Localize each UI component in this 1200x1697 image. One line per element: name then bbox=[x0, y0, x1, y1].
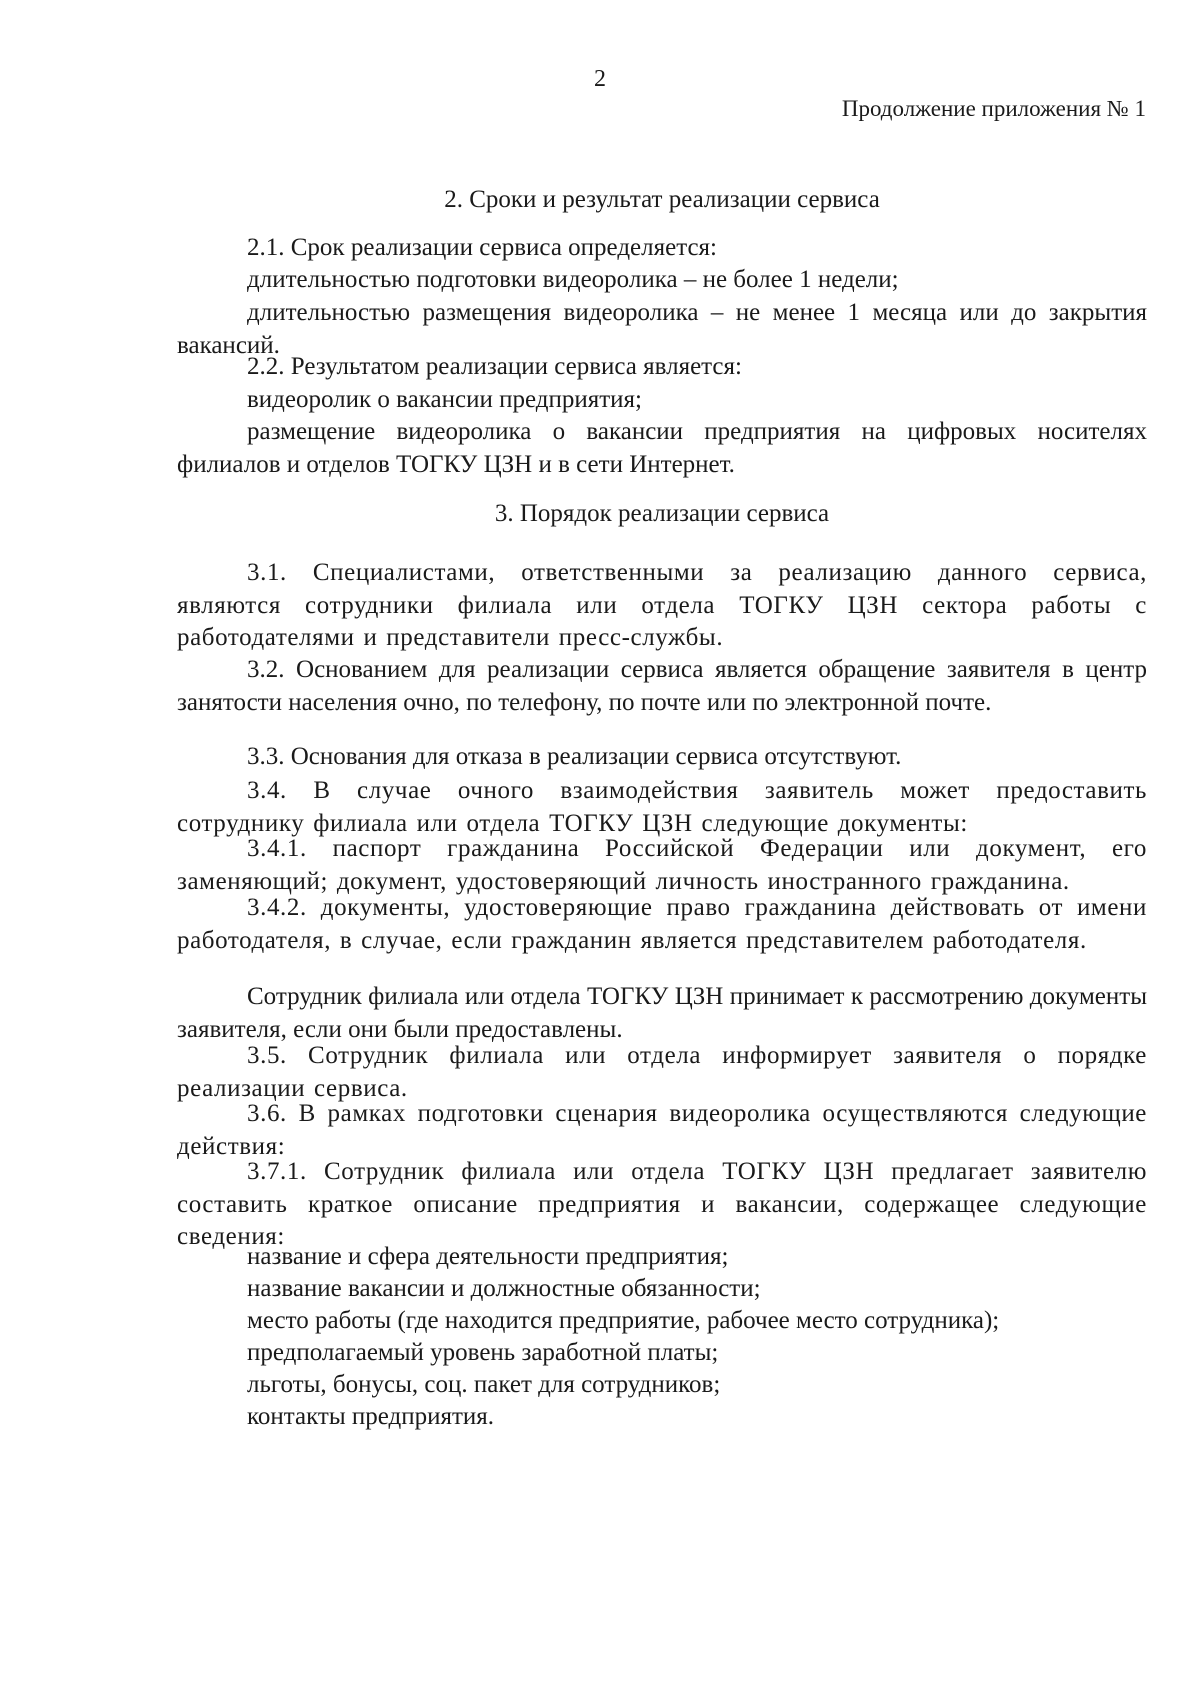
paragraph-employee-accepts: Сотрудник филиала или отдела ТОГКУ ЦЗН принимает к рассмотрению документы заявителя, если они были предоставлены. bbox=[177, 983, 1147, 1043]
paragraph-3-3: 3.3. Основания для отказа в реализации сервиса отсутствуют. bbox=[247, 743, 902, 770]
paragraph-3-4: 3.4. В случае очного взаимодействия заявитель может предоставить сотруднику филиала или отдела ТОГКУ ЦЗН следующие документы: bbox=[177, 777, 1147, 837]
paragraph-3-1: 3.1. Специалистами, ответственными за реализацию данного сервиса, являются сотрудники филиала или отдела ТОГКУ ЦЗН сектора работы с работодателями и представители пресс-службы. bbox=[177, 559, 1147, 651]
paragraph-3-4-2: 3.4.2. документы, удостоверяющие право гражданина действовать от имени работодателя, в случае, если гражданин является представителем работодателя. bbox=[177, 894, 1147, 954]
paragraph-2-1: 2.1. Срок реализации сервиса определяется: bbox=[247, 234, 717, 261]
section-3-heading: 3. Порядок реализации сервиса bbox=[494, 500, 830, 527]
paragraph-3-4-1: 3.4.1. паспорт гражданина Российской Федерации или документ, его заменяющий; документ, удостоверяющий личность иностранного гражданина. bbox=[177, 835, 1147, 895]
paragraph-2-1-duration-prep: длительностью подготовки видеоролика – не более 1 недели; bbox=[247, 266, 899, 293]
section-2-heading: 2. Сроки и результат реализации сервиса bbox=[444, 186, 880, 213]
list-item-workplace: место работы (где находится предприятие, рабочее место сотрудника); bbox=[247, 1307, 1000, 1334]
appendix-note: Продолжение приложения № 1 bbox=[841, 96, 1146, 121]
list-item-salary: предполагаемый уровень заработной платы; bbox=[247, 1339, 719, 1366]
list-item-contacts: контакты предприятия. bbox=[247, 1403, 495, 1430]
paragraph-3-2: 3.2. Основанием для реализации сервиса является обращение заявителя в центр занятости населения очно, по телефону, по почте или по электронной почте. bbox=[177, 656, 1147, 716]
paragraph-2-1-duration-placement: длительностью размещения видеоролика – не менее 1 месяца или до закрытия вакансий. bbox=[177, 299, 1147, 359]
list-item-company-name: название и сфера деятельности предприятия; bbox=[247, 1243, 729, 1270]
paragraph-3-5: 3.5. Сотрудник филиала или отдела информирует заявителя о порядке реализации сервиса. bbox=[177, 1042, 1147, 1102]
page-number: 2 bbox=[594, 66, 606, 92]
paragraph-3-7-1: 3.7.1. Сотрудник филиала или отдела ТОГКУ ЦЗН предлагает заявителю составить краткое описание предприятия и вакансии, содержащее следующие сведения: bbox=[177, 1158, 1147, 1250]
list-item-benefits: льготы, бонусы, соц. пакет для сотрудников; bbox=[247, 1371, 721, 1398]
paragraph-2-2-placement: размещение видеоролика о вакансии предприятия на цифровых носителях филиалов и отделов ТОГКУ ЦЗН и в сети Интернет. bbox=[177, 418, 1147, 478]
list-item-vacancy-name: название вакансии и должностные обязанности; bbox=[247, 1275, 761, 1302]
paragraph-2-2: 2.2. Результатом реализации сервиса является: bbox=[247, 353, 742, 380]
paragraph-2-2-video: видеоролик о вакансии предприятия; bbox=[247, 386, 642, 413]
paragraph-3-6: 3.6. В рамках подготовки сценария видеоролика осуществляются следующие действия: bbox=[177, 1100, 1147, 1160]
